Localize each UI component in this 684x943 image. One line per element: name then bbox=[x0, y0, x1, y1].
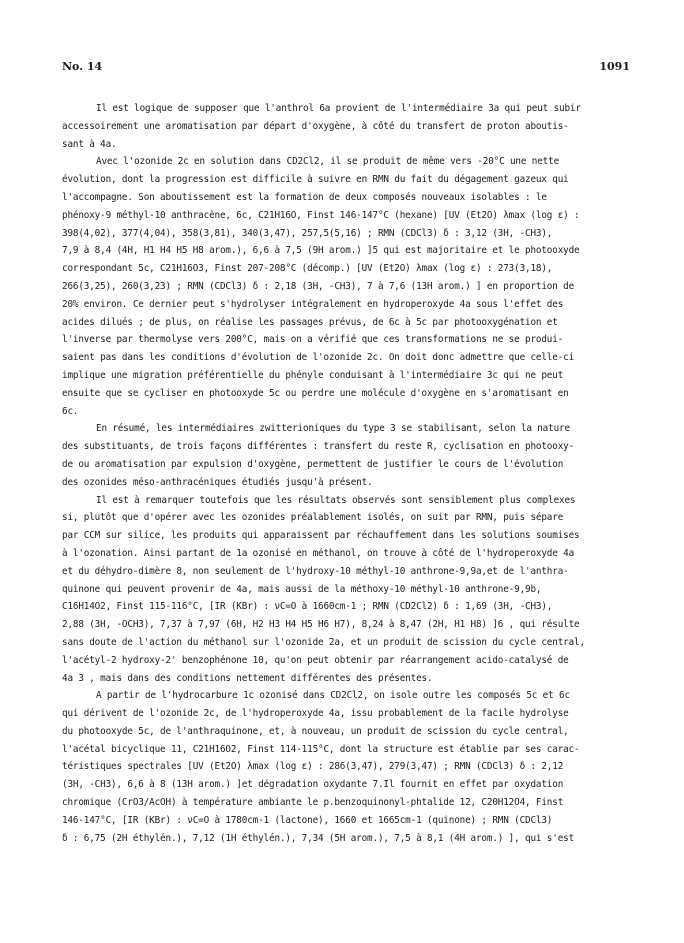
text-line: implique une migration préférentielle du phényle conduisant à l'intermédiaire 3c qui ne peut bbox=[62, 369, 564, 381]
text-line: acides dilués ; de plus, on réalise les passages prévus, de 6c à 5c par photooxygénation et bbox=[62, 316, 558, 328]
journal-number: No. 14 bbox=[62, 60, 103, 73]
text-line: l'inverse par thermolyse vers 200°C, mais on a vérifié que ces transformations ne se produi- bbox=[62, 334, 564, 346]
text-line: chromique (CrO3/AcOH) à température ambiante le p.benzoquinonyl-phtalide 12, C20H12O4, Finst bbox=[62, 797, 564, 809]
text-line: du photooxyde 5c, de l'anthraquinone, et, à nouveau, un produit de scission du cycle central, bbox=[62, 725, 569, 737]
text-line: En résumé, les intermédiaires zwitterioniques du type 3 se stabilisant, selon la nature bbox=[96, 423, 570, 435]
text-line: Avec l'ozonide 2c en solution dans CD2Cl2, il se produit de même vers -20°C une nette bbox=[96, 156, 560, 168]
text-line: phénoxy-9 méthyl-10 anthracène, 6c, C21H16O, Finst 146-147°C (hexane) [UV (Et2O) λmax (log ε) : bbox=[62, 209, 580, 221]
text-line: ensuite que se cycliser en photooxyde 5c ou perdre une molécule d'oxygène en s'aromatisant en bbox=[62, 387, 569, 399]
text-line: sans doute de l'action du méthanol sur l'ozonide 2a, et un produit de scission du cycle central, bbox=[62, 636, 585, 648]
text-line: 146-147°C, [IR (KBr) : νC=O à 1780cm-1 (lactone), 1660 et 1665cm-1 (quinone) ; RMN (CDCl3) bbox=[62, 814, 553, 826]
text-line: si, plutôt que d'opérer avec les ozonides préalablement isolés, on suit par RMN, puis sépare bbox=[62, 512, 564, 524]
text-line: 2,88 (3H, -OCH3), 7,37 à 7,97 (6H, H2 H3 H4 H5 H6 H7), 8,24 à 8,47 (2H, H1 H8) ]6 , qui résulte bbox=[62, 619, 580, 631]
text-line: l'acétal bicyclique 11, C21H16O2, Finst 114-115°C, dont la structure est établie par ses carac- bbox=[62, 743, 580, 755]
text-line: de ou aromatisation par expulsion d'oxygène, permettent de justifier le cours de l'évolution bbox=[62, 458, 564, 470]
text-line: l'acétyl-2 hydroxy-2' benzophénone 10, qu'on peut obtenir par réarrangement acido-catalysé de bbox=[62, 654, 569, 666]
text-line: 6c. bbox=[62, 405, 79, 417]
text-line: des substituants, de trois façons différentes : transfert du reste R, cyclisation en photooxy- bbox=[62, 441, 575, 453]
text-line: par CCM sur silice, les produits qui apparaissent par réchauffement dans les solutions soumises bbox=[62, 530, 580, 542]
text-line: 398(4,02), 377(4,04), 358(3,81), 340(3,47), 257,5(5,16) ; RMN (CDCl3) δ : 3,12 (3H, -CH3), bbox=[62, 227, 553, 239]
text-line: et du déhydro-dimère 8, non seulement de l'hydroxy-10 méthyl-10 anthrone-9,9a,et de l'anthra- bbox=[62, 565, 569, 577]
article-body bbox=[62, 100, 644, 847]
text-line: 266(3,25), 260(3,23) ; RMN (CDCl3) δ : 2,18 (3H, -CH3), 7 à 7,6 (13H arom.) ] en proportion de bbox=[62, 280, 575, 292]
text-line: sant à 4a. bbox=[62, 138, 117, 150]
text-line: δ : 6,75 (2H éthylén.), 7,12 (1H éthylén.), 7,34 (5H arom.), 7,5 à 8,1 (4H arom.) ], qui s'est bbox=[62, 832, 575, 844]
text-line: correspondant 5c, C21H16O3, Finst 207-208°C (décomp.) [UV (Et2O) λmax (log ε) : 273(3,18), bbox=[62, 263, 553, 275]
text-line: Il est à remarquer toutefois que les résultats observés sont sensiblement plus complexes bbox=[96, 494, 576, 506]
text-line: à l'ozonation. Ainsi partant de 1a ozonisé en méthanol, on trouve à côté de l'hydroperoxyde 4a bbox=[62, 547, 575, 559]
text-line: téristiques spectrales [UV (Et2O) λmax (log ε) : 286(3,47), 279(3,47) ; RMN (CDCl3) δ : 2,12 bbox=[62, 761, 564, 773]
text-line: (3H, -CH3), 6,6 à 8 (13H arom.) ]et dégradation oxydante 7.Il fournit en effet par oxydation bbox=[62, 779, 564, 791]
text-line: quinone qui peuvent provenir de 4a, mais aussi de la méthoxy-10 méthyl-10 anthrone-9,9b, bbox=[62, 583, 542, 595]
text-line: des ozonides méso-anthracéniques étudiés jusqu'à présent. bbox=[62, 476, 373, 488]
text-line: A partir de l'hydrocarbure 1c ozonisé dans CD2Cl2, on isole outre les composés 5c et 6c bbox=[96, 690, 570, 702]
text-line: C16H14O2, Finst 115-116°C, [IR (KBr) : νC=O à 1660cm-1 ; RMN (CD2Cl2) δ : 1,69 (3H, -CH3), bbox=[62, 601, 553, 613]
page-number: 1091 bbox=[599, 60, 630, 73]
text-line: Il est logique de supposer que l'anthrol 6a provient de l'intermédiaire 3a qui peut subir bbox=[96, 103, 581, 114]
text-line: qui dérivent de l'ozonide 2c, de l'hydroperoxyde 4a, issu probablement de la facile hydrolyse bbox=[62, 708, 569, 720]
text-line: 7,9 à 8,4 (4H, H1 H4 H5 H8 arom.), 6,6 à 7,5 (9H arom.) ]5 qui est majoritaire et le photooxyde bbox=[62, 245, 580, 257]
text-line: l'accompagne. Son aboutissement est la formation de deux composés nouveaux isolables : le bbox=[62, 191, 547, 203]
text-line: accessoirement une aromatisation par départ d'oxygène, à côté du transfert de proton aboutis- bbox=[62, 120, 569, 132]
text-line: 4a 3 , mais dans des conditions nettement différentes des présentes. bbox=[62, 672, 433, 684]
text-line: évolution, dont la progression est difficile à suivre en RMN du fait du dégagement gazeux qui bbox=[62, 174, 569, 186]
text-line: saient pas dans les conditions d'évolution de l'ozonide 2c. On doit donc admettre que celle-ci bbox=[62, 352, 575, 364]
text-line: 20% environ. Ce dernier peut s'hydrolyser intégralement en hydroperoxyde 4a sous l'effet des bbox=[62, 298, 564, 310]
